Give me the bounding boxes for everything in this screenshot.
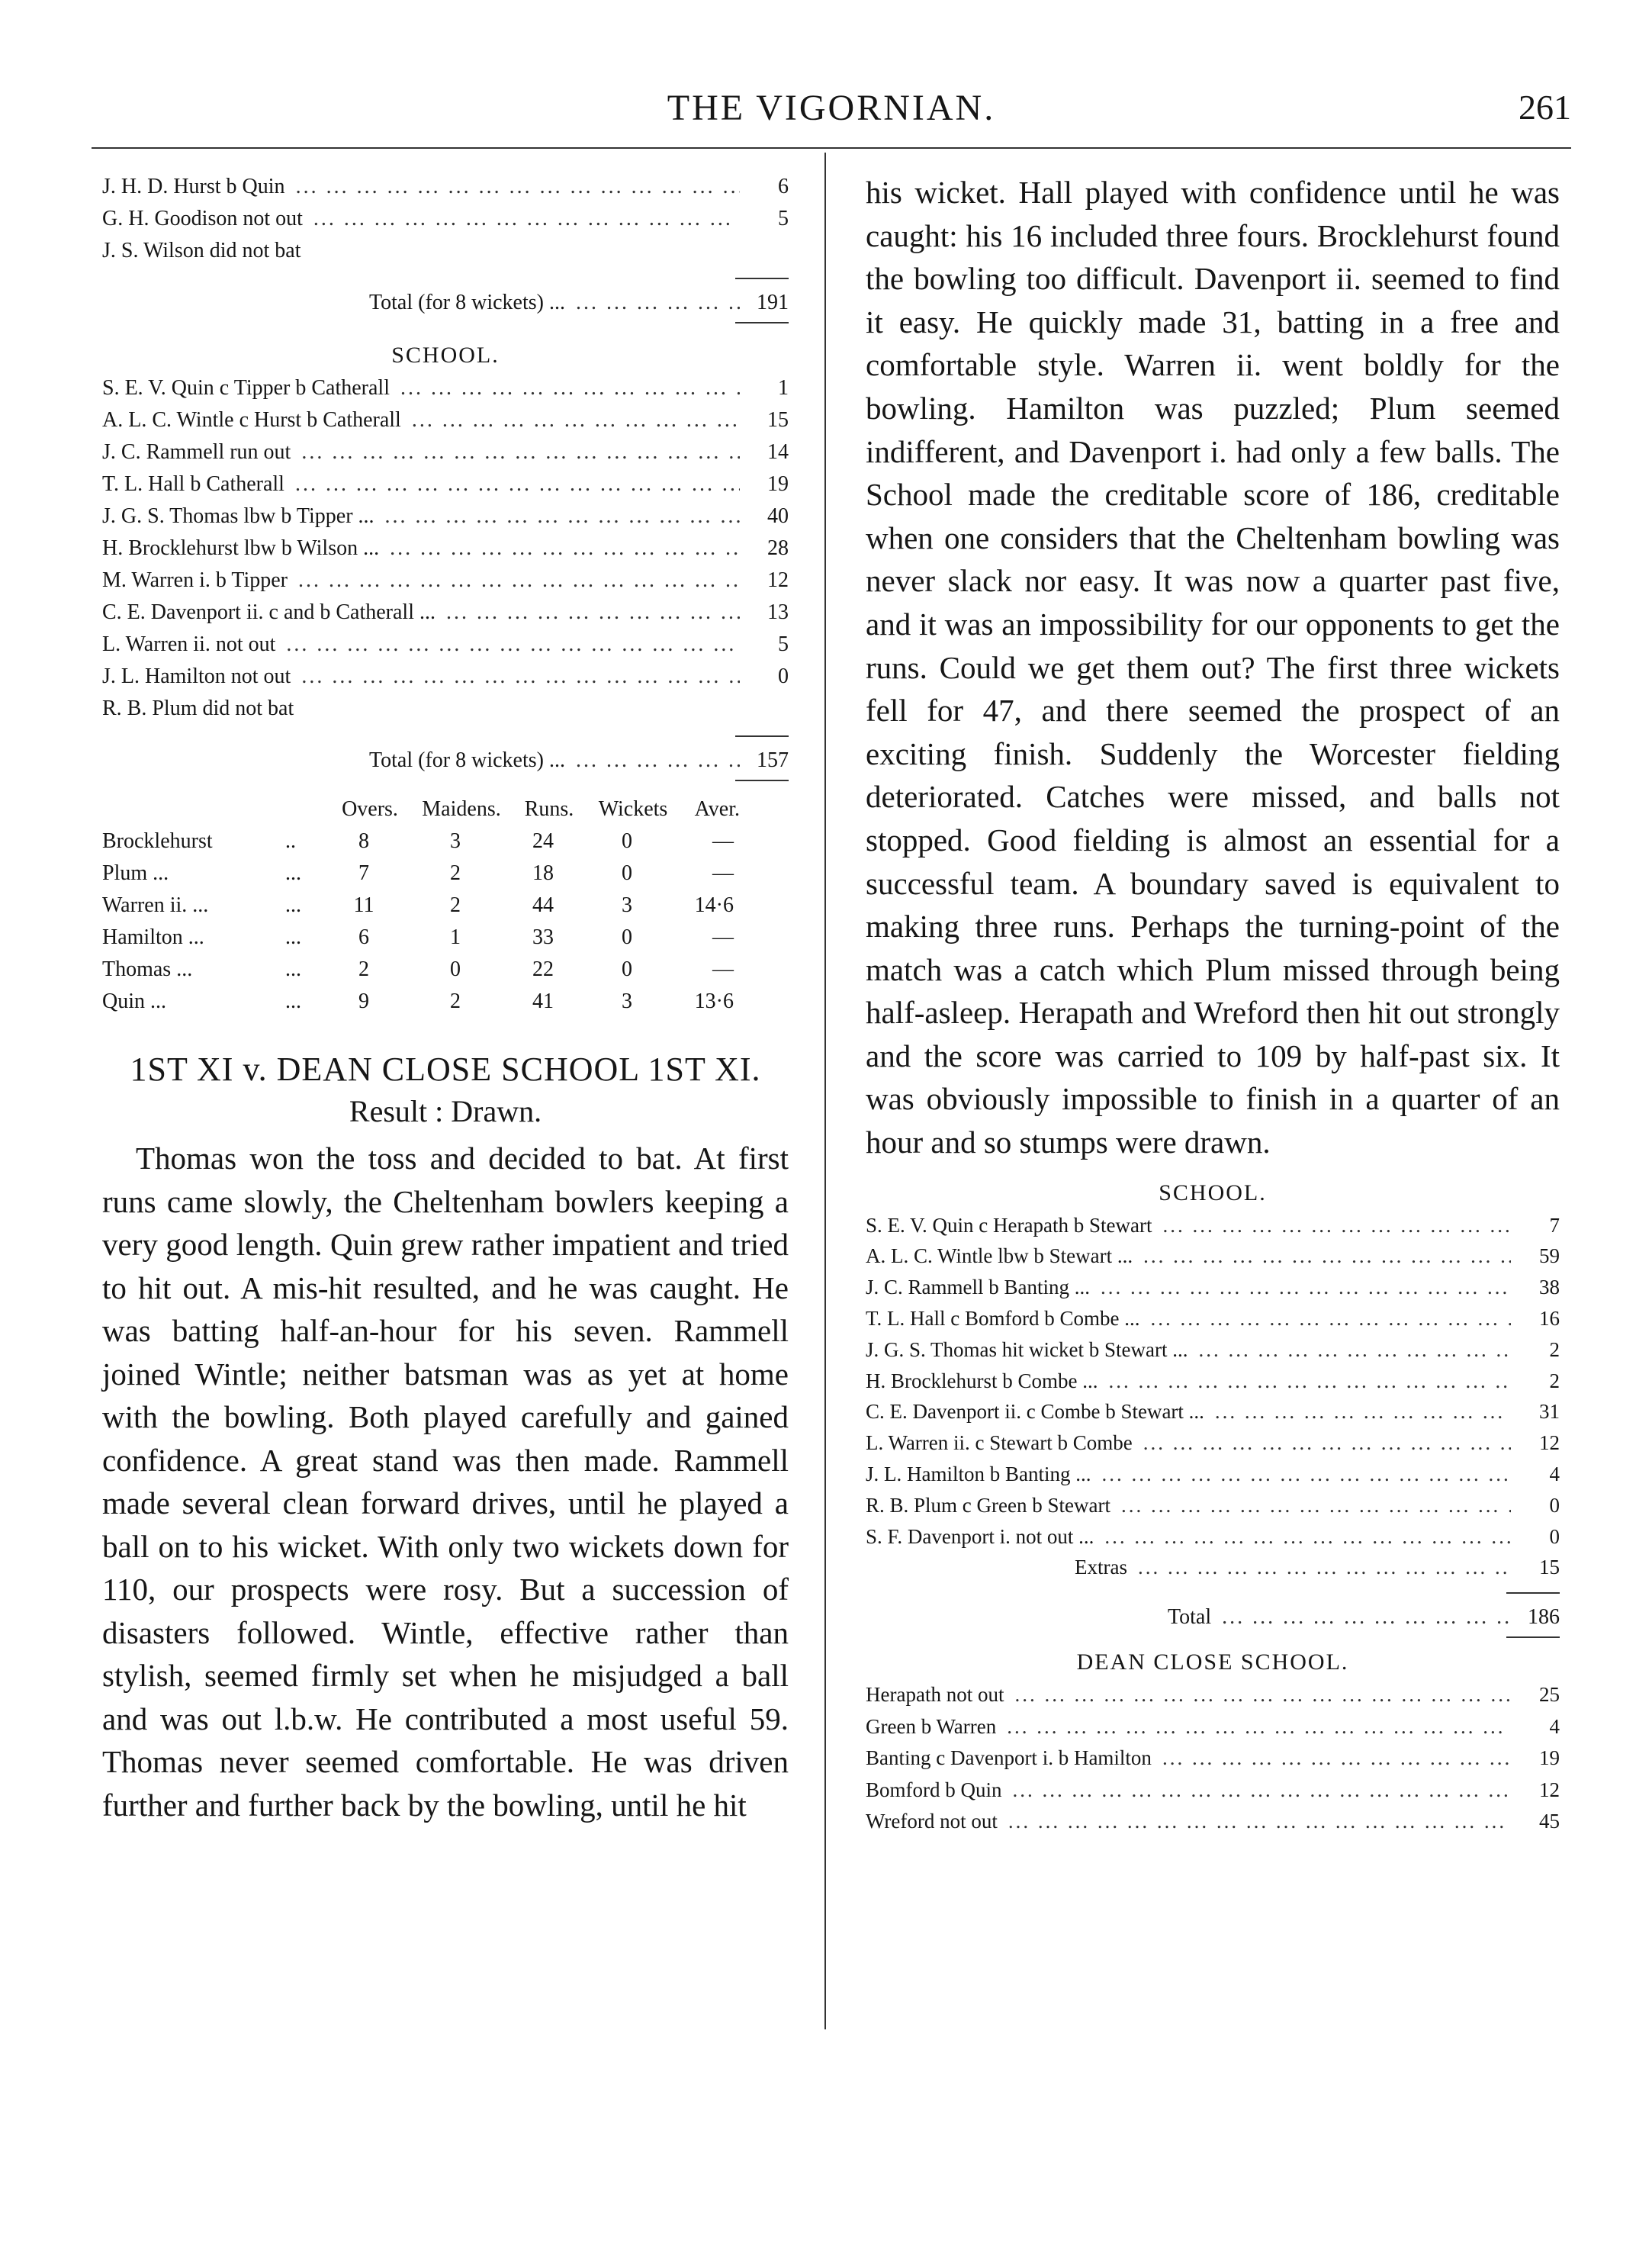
bowling-row: Quin ... ... 9 2 41 3 13·6 [102, 990, 734, 1013]
bowling-header: Overs. Maidens. Runs. Wickets Aver. [342, 797, 740, 821]
batting-row: T. L. Hall c Bomford b Combe ... ... . 16 [866, 1303, 1560, 1334]
match-report-right: his wicket. Hall played with confidence until he was caught: his 16 included three fours. Brocklehurst found the bowling too difficult. Davenport ii. seemed to find it easy. He quickly made 31, batting in a free and comfortable style. Warren ii. went boldly for the bowling. Hamilton was puzzled; Plum seemed indifferent, and Davenport i. had only a few balls. The School made the creditable score of 186, creditable when one considers that the Cheltenham bowling was never slack nor easy. It was now a quarter past five, and it was an impossibility for our opponents to get the runs. Could we get them out? The first three wickets fell for 47, and there seemed the prospect of an exciting finish. Suddenly the Worcester fielding deteriorated. Catches were missed, and balls not stopped. Good fielding is almost an essential for a successful team. A boundary saved is equivalent to making three runs. Perhaps the turning-point of the match was a catch which Plum missed through being half-asleep. Herapath and Wreford then hit out strongly and the score was carried to 109 by half-past six. It was obviously impossible to finish in a quarter of an hour and so stumps were drawn. [866, 175, 1560, 1160]
batting-row: T. L. Hall b Catherall ... . 19 [102, 468, 789, 500]
total-rule [735, 322, 789, 323]
batting-row: A. L. C. Wintle c Hurst b Catherall ... . 15 [102, 404, 789, 436]
bowling-row: Hamilton ... ... 6 1 33 0 — [102, 925, 734, 949]
batting-row: Banting c Davenport i. b Hamilton ... . 19 [866, 1743, 1560, 1775]
bowling-analysis [102, 825, 789, 1018]
batting-row: H. Brocklehurst lbw b Wilson ... ... . 28 [102, 533, 789, 565]
batting-row: Wreford not out ... . 45 [866, 1806, 1560, 1838]
school-total: Total (for 8 wickets) ... ... . 157 [102, 745, 789, 777]
batting-row: L. Warren ii. not out ... . 5 [102, 629, 789, 661]
batting-row: J. L. Hamilton b Banting ... ... . 4 [866, 1459, 1560, 1490]
page-header [92, 87, 1571, 140]
bowling-row: Thomas ... ... 2 0 22 0 — [102, 957, 734, 981]
extras-row: Extras ... . 15 [866, 1552, 1560, 1583]
school-heading-right: SCHOOL. [1159, 1179, 1267, 1205]
total-rule [1506, 1636, 1560, 1638]
school-total-right: Total ... . 186 [866, 1601, 1560, 1633]
batting-row: J. H. D. Hurst b Quin ... . 6 [102, 171, 789, 203]
left-column [102, 171, 789, 1826]
running-title: THE VIGORNIAN. [667, 88, 996, 128]
batting-row: G. H. Goodison not out ... . 5 [102, 203, 789, 235]
batting-row: J. G. S. Thomas hit wicket b Stewart ... ... . 2 [866, 1334, 1560, 1366]
batting-row: M. Warren i. b Tipper ... . 12 [102, 565, 789, 597]
opponent-batting-tail [102, 171, 789, 267]
sum-rule [735, 735, 789, 737]
batting-row: L. Warren ii. c Stewart b Combe ... . 12 [866, 1427, 1560, 1459]
batting-row: Herapath not out ... . 25 [866, 1679, 1560, 1711]
match-result: Result : Drawn. [349, 1094, 542, 1128]
column-divider [824, 153, 826, 2029]
batting-row: J. C. Rammell run out ... . 14 [102, 436, 789, 468]
sum-rule [1506, 1592, 1560, 1594]
bowling-row: Brocklehurst .. 8 3 24 0 — [102, 829, 734, 853]
batting-row: H. Brocklehurst b Combe ... ... . 2 [866, 1366, 1560, 1397]
batting-row: J. L. Hamilton not out ... . 0 [102, 661, 789, 693]
page-number: 261 [1519, 88, 1571, 127]
right-column [866, 171, 1560, 1838]
bowling-row: Plum ... ... 7 2 18 0 — [102, 861, 734, 885]
opponent-total: Total (for 8 wickets) ... ... . 191 [102, 287, 789, 319]
school-batting-right [866, 1210, 1560, 1584]
header-rule [92, 147, 1571, 149]
batting-row: J. C. Rammell b Banting ... ... . 38 [866, 1272, 1560, 1303]
batting-row: Bomford b Quin ... . 12 [866, 1775, 1560, 1807]
opponent-heading: DEAN CLOSE SCHOOL. [1076, 1649, 1349, 1675]
batting-row: S. F. Davenport i. not out ... ... . 0 [866, 1521, 1560, 1553]
school-heading: SCHOOL. [391, 343, 500, 368]
sum-rule [735, 278, 789, 279]
match-report-left: Thomas won the toss and decided to bat. At first runs came slowly, the Cheltenham bowlers keeping a very good length. Quin grew rather impatient and tried to hit out. A mis-hit resulted, and he was caught. He was batting half-an-hour for his seven. Rammell joined Wintle; neither batsman was as yet at home with the bowling. Both played carefully and gained confidence. A great stand was then made. Rammell made several clean forward drives, until he played a ball on to his wicket. With only two wickets down for 110, our prospects were rosy. But a succession of disasters followed. Wintle, effective rather than stylish, seemed firmly set when he misjudged a ball and was out l.b.w. He contributed a most useful 59. Thomas never seemed comfortable. He was driven further and further back by the bowling, until he hit [102, 1141, 789, 1823]
batting-row: S. E. V. Quin c Tipper b Catherall ... . 1 [102, 372, 789, 404]
bowling-row: Warren ii. ... ... 11 2 44 3 14·6 [102, 893, 734, 917]
batting-row: A. L. C. Wintle lbw b Stewart ... ... . 59 [866, 1241, 1560, 1272]
school-batting [102, 372, 789, 725]
batting-row: C. E. Davenport ii. c and b Catherall ... ... . 13 [102, 597, 789, 629]
batting-row: S. E. V. Quin c Herapath b Stewart ... . 7 [866, 1210, 1560, 1241]
batting-row: J. S. Wilson did not bat [102, 239, 301, 262]
batting-row: C. E. Davenport ii. c Combe b Stewart ... ... . 31 [866, 1396, 1560, 1427]
batting-row: R. B. Plum did not bat [102, 697, 294, 720]
batting-row: Green b Warren ... . 4 [866, 1711, 1560, 1743]
batting-row: J. G. S. Thomas lbw b Tipper ... ... . 40 [102, 500, 789, 533]
total-rule [735, 780, 789, 781]
batting-row: R. B. Plum c Green b Stewart ... . 0 [866, 1490, 1560, 1521]
match-title: 1ST XI v. DEAN CLOSE SCHOOL 1ST XI. [130, 1051, 761, 1088]
opponent-batting [866, 1679, 1560, 1838]
